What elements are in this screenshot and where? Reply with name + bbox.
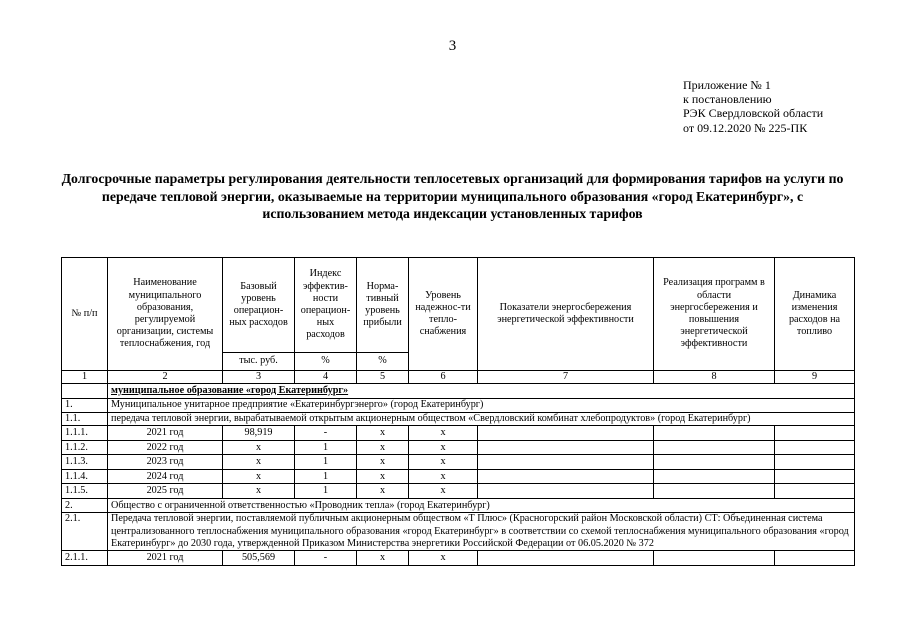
row-number: 1.1.5. [62, 484, 108, 499]
unit-profit-level: % [357, 353, 409, 371]
header-programs: Реализация программ в области энергосбережения и повышения энергетической эффективности [654, 258, 775, 371]
row-efficiency-index: - [295, 426, 357, 441]
table-row [62, 440, 855, 455]
row-efficiency-index: - [295, 551, 357, 566]
row-reliability: х [409, 426, 478, 441]
org-name: Муниципальное унитарное предприятие «Екатеринбургэнерго» (город Екатеринбург) [108, 398, 855, 413]
column-number: 7 [478, 371, 654, 384]
column-number: 5 [357, 371, 409, 384]
org-number: 2. [62, 498, 108, 513]
column-number: 2 [108, 371, 223, 384]
header-base-level: Базовый уровень операцион-ных расходов [223, 258, 295, 353]
table-row [62, 455, 855, 470]
appendix-line-4: от 09.12.2020 № 225-ПК [683, 120, 808, 135]
row-number: 1.1.3. [62, 455, 108, 470]
column-number: 4 [295, 371, 357, 384]
row-reliability: х [409, 455, 478, 470]
page-number: 3 [448, 38, 457, 54]
appendix-line-2: к постановлению [683, 92, 772, 107]
row-number: 1.1.1. [62, 426, 108, 441]
row-base-level: х [223, 469, 295, 484]
header-profit-level: Норма-тивный уровень прибыли [357, 258, 409, 353]
parameters-table [61, 257, 855, 566]
row-reliability: х [409, 469, 478, 484]
row-efficiency-index: 1 [295, 484, 357, 499]
system-row [62, 413, 855, 426]
row-efficiency-index: 1 [295, 440, 357, 455]
system-number: 2.1. [62, 513, 108, 551]
header-energy-saving: Показатели энергосбережения энергетической эффективности [478, 258, 654, 371]
unit-base-level: тыс. руб. [223, 353, 295, 371]
row-reliability: х [409, 440, 478, 455]
row-year: 2024 год [108, 469, 223, 484]
system-description: Передача тепловой энергии, поставляемой публичным акционерным обществом «Т Плюс» (Красногорский район Московской области) СТ: Объединенная система централизованного теплоснабжения муниципального образования «город Екатеринбург» в соответствии со схемой теплоснабжения муниципального образования «город Екатеринбург» до 2030 года, утвержденной Приказом Министерства энергетики Российской Федерации от 06.05.2020 № 372 [108, 513, 855, 551]
row-profit-level: х [357, 440, 409, 455]
column-number: 1 [62, 371, 108, 384]
column-numbers-row [62, 371, 855, 384]
row-efficiency-index: 1 [295, 455, 357, 470]
row-number: 1.1.2. [62, 440, 108, 455]
row-number: 2.1.1. [62, 551, 108, 566]
row-year: 2021 год [108, 551, 223, 566]
header-name: Наименование муниципального образования, регулируемой организации, системы теплоснабжения, год [108, 258, 223, 371]
row-year: 2022 год [108, 440, 223, 455]
appendix-block [683, 78, 823, 135]
org-row [62, 498, 855, 513]
row-profit-level: х [357, 551, 409, 566]
row-number: 1.1.4. [62, 469, 108, 484]
org-name: Общество с ограниченной ответственностью «Проводник тепла» (город Екатеринбург) [108, 498, 855, 513]
table-row [62, 551, 855, 566]
document-title: Долгосрочные параметры регулирования деятельности теплосетевых организаций для формирования тарифов на услуги по передаче тепловой энергии, оказываемые на территории муниципального образования «город Екатеринбург», с использованием метода индексации установленных тарифов [61, 171, 844, 221]
row-profit-level: х [357, 455, 409, 470]
row-base-level: 98,919 [223, 426, 295, 441]
header-number: № п/п [62, 258, 108, 371]
row-efficiency-index: 1 [295, 469, 357, 484]
org-row [62, 398, 855, 413]
row-reliability: х [409, 484, 478, 499]
row-base-level: х [223, 455, 295, 470]
row-profit-level: х [357, 426, 409, 441]
appendix-line-3: РЭК Свердловской области [683, 106, 824, 121]
system-description: передача тепловой энергии, вырабатываемой открытым акционерным обществом «Свердловский комбинат хлебопродуктов» (город Екатеринбург) [108, 413, 855, 426]
row-reliability: х [409, 551, 478, 566]
org-number: 1. [62, 398, 108, 413]
column-number: 6 [409, 371, 478, 384]
row-profit-level: х [357, 484, 409, 499]
row-base-level: х [223, 484, 295, 499]
municipality-row [62, 384, 855, 399]
table-row [62, 484, 855, 499]
row-base-level: х [223, 440, 295, 455]
row-year: 2025 год [108, 484, 223, 499]
appendix-line-1: Приложение № 1 [683, 78, 771, 92]
unit-efficiency-index: % [295, 353, 357, 371]
header-reliability: Уровень надежнос-ти тепло-снабжения [409, 258, 478, 371]
header-efficiency-index: Индекс эффектив-ности операцион-ных расходов [295, 258, 357, 353]
row-profit-level: х [357, 469, 409, 484]
system-number: 1.1. [62, 413, 108, 426]
column-number: 8 [654, 371, 775, 384]
system-row [62, 513, 855, 551]
column-number: 9 [775, 371, 855, 384]
table-row [62, 469, 855, 484]
row-year: 2023 год [108, 455, 223, 470]
table-row [62, 426, 855, 441]
header-fuel-dynamics: Динамика изменения расходов на топливо [775, 258, 855, 371]
row-base-level: 505,569 [223, 551, 295, 566]
header-row [62, 258, 855, 353]
municipality-name: муниципальное образование «город Екатеринбург» [108, 384, 855, 399]
column-number: 3 [223, 371, 295, 384]
row-year: 2021 год [108, 426, 223, 441]
